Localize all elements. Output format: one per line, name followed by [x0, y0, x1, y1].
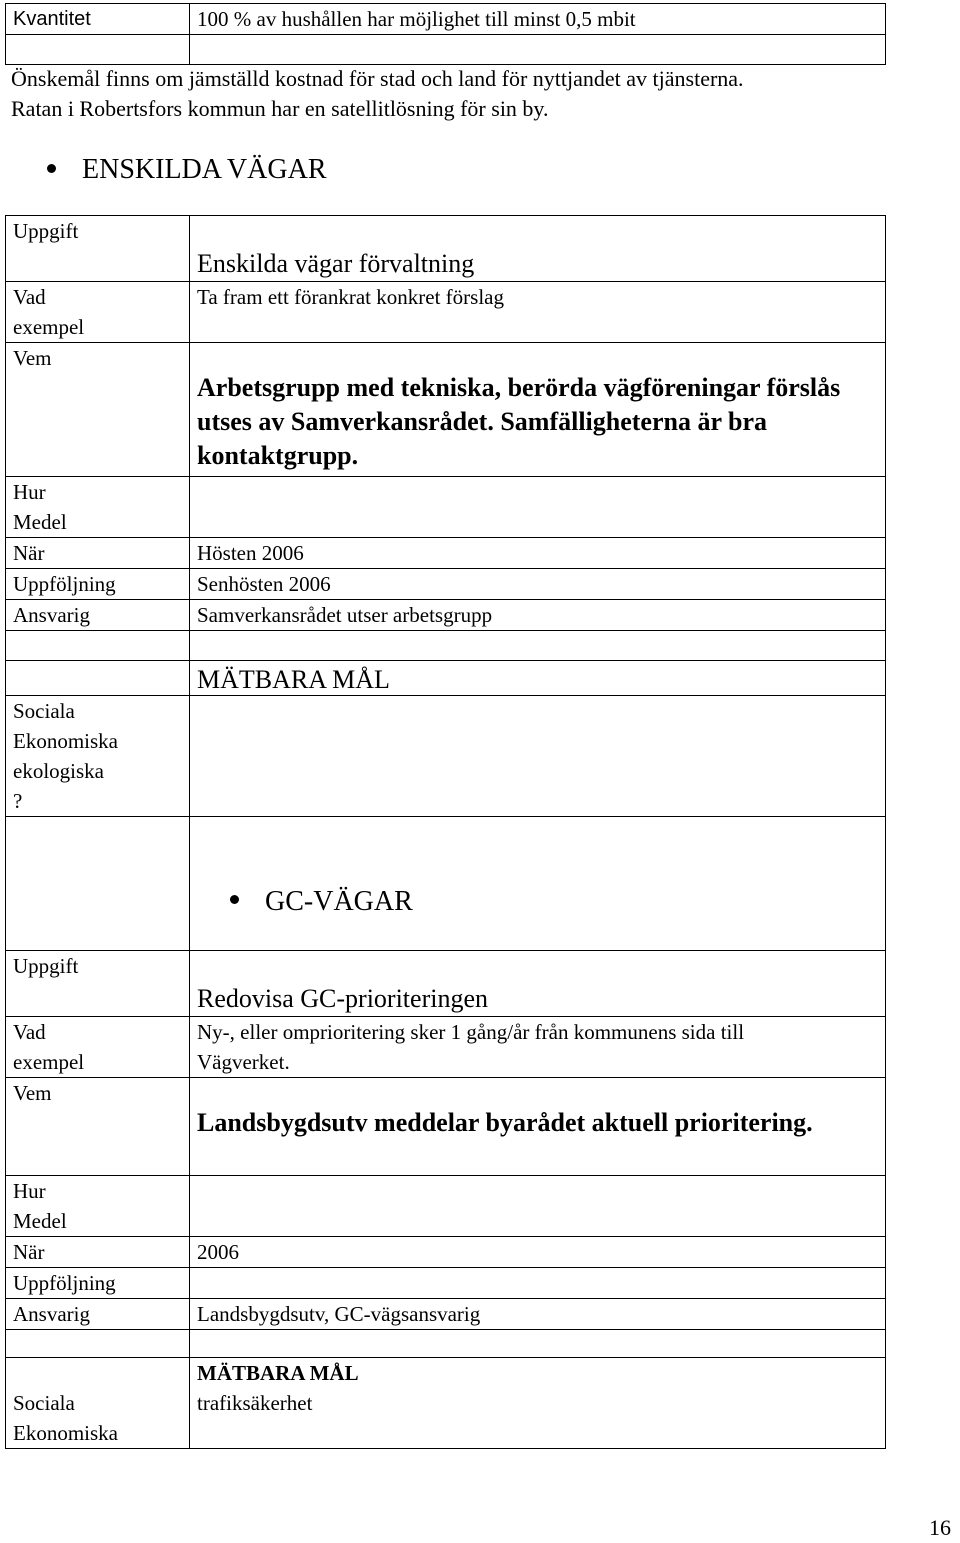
- vad-value: Ta fram ett förankrat konkret förslag: [190, 282, 886, 343]
- matbara-mal-heading: MÄTBARA MÅL: [197, 1361, 359, 1385]
- empty-cell: [190, 631, 886, 661]
- hur-medel-value: [190, 1176, 886, 1237]
- matbara-mal-heading: MÄTBARA MÅL: [190, 661, 886, 696]
- empty-cell: [190, 35, 886, 65]
- bullet-icon: [230, 895, 239, 904]
- nar-label: När: [6, 1237, 190, 1268]
- dimension-values: [190, 696, 886, 817]
- vem-value: Arbetsgrupp med tekniska, berörda vägföreningar förslås utses av Samverkansrådet. Samfälligheterna är bra kontaktgrupp.: [190, 343, 886, 477]
- uppfoljning-value: [190, 1268, 886, 1299]
- section-heading-text: ENSKILDA VÄGAR: [82, 154, 327, 185]
- nar-label: När: [6, 538, 190, 569]
- uppfoljning-value: Senhösten 2006: [190, 569, 886, 600]
- dimension-labels: Sociala Ekonomiska: [6, 1358, 190, 1449]
- paragraph-line-1: Önskemål finns om jämställd kostnad för stad och land för nyttjandet av tjänsterna.: [11, 66, 744, 91]
- section-heading-text: GC-VÄGAR: [265, 886, 413, 917]
- uppgift-label: Uppgift: [6, 951, 190, 1017]
- hur-medel-label: Hur Medel: [6, 477, 190, 538]
- kvantitet-value: 100 % av hushållen har möjlighet till minst 0,5 mbit: [190, 4, 886, 35]
- dimension-labels: Sociala Ekonomiska ekologiska ?: [6, 696, 190, 817]
- quantity-table: [5, 3, 886, 65]
- empty-cell: [190, 1330, 886, 1358]
- matbara-mal-cell: [190, 1358, 886, 1449]
- ansvarig-label: Ansvarig: [6, 1299, 190, 1330]
- empty-cell: [6, 35, 190, 65]
- vad-value: Ny-, eller omprioritering sker 1 gång/år från kommunens sida till Vägverket.: [190, 1017, 886, 1078]
- vad-exempel-label: Vad exempel: [6, 282, 190, 343]
- vem-label: Vem: [6, 343, 190, 477]
- hur-medel-label: Hur Medel: [6, 1176, 190, 1237]
- vem-label: Vem: [6, 1078, 190, 1176]
- section-heading-enskilda-vagar: [47, 153, 327, 187]
- uppgift-value: Redovisa GC-prioriteringen: [190, 951, 886, 1017]
- vem-value: Landsbygdsutv meddelar byarådet aktuell prioritering.: [190, 1078, 886, 1176]
- empty-cell: [6, 661, 190, 696]
- page-number: 16: [929, 1515, 951, 1540]
- uppfoljning-label: Uppföljning: [6, 1268, 190, 1299]
- kvantitet-label: Kvantitet: [6, 4, 190, 35]
- hur-medel-value: [190, 477, 886, 538]
- nar-value: 2006: [190, 1237, 886, 1268]
- empty-cell: [6, 1330, 190, 1358]
- paragraph-line-2: Ratan i Robertsfors kommun har en satellitlösning för sin by.: [11, 96, 549, 121]
- ansvarig-value: Samverkansrådet utser arbetsgrupp: [190, 600, 886, 631]
- vad-exempel-label: Vad exempel: [6, 1017, 190, 1078]
- ansvarig-value: Landsbygdsutv, GC-vägsansvarig: [190, 1299, 886, 1330]
- ansvarig-label: Ansvarig: [6, 600, 190, 631]
- nar-value: Hösten 2006: [190, 538, 886, 569]
- bullet-icon: [47, 164, 56, 173]
- empty-cell: [6, 817, 190, 951]
- enskilda-vagar-table: [5, 215, 886, 1449]
- empty-cell: [6, 631, 190, 661]
- sociala-value: trafiksäkerhet: [197, 1391, 313, 1415]
- uppgift-value: Enskilda vägar förvaltning: [190, 216, 886, 282]
- section-heading-gc-vagar: [190, 817, 886, 951]
- uppgift-label: Uppgift: [6, 216, 190, 282]
- uppfoljning-label: Uppföljning: [6, 569, 190, 600]
